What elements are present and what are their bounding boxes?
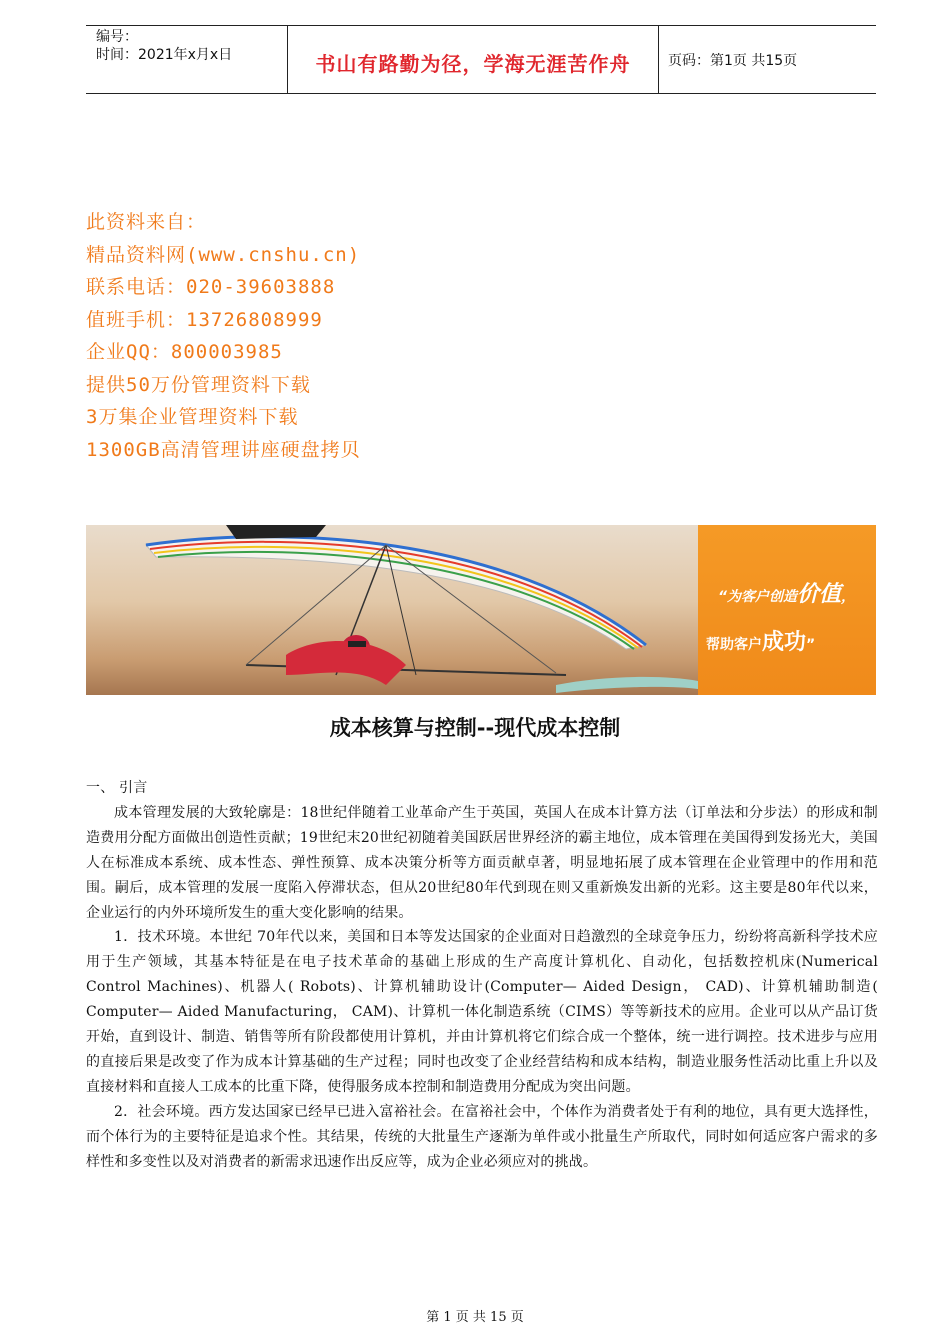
slogan-1-emphasis: 价值 — [797, 582, 842, 607]
header-divider-right — [658, 25, 659, 93]
page-footer: 第 1 页 共 15 页 — [426, 1310, 524, 1325]
promo-line-offer-1: 提供50万份管理资料下载 — [86, 373, 311, 396]
header-top-rule — [86, 25, 876, 26]
header-page-info: 页码：第1页 共15页 — [668, 53, 798, 69]
promo-line-phone: 联系电话：020-39603888 — [86, 276, 336, 298]
promo-line-qq: 企业QQ：800003985 — [86, 341, 283, 363]
hang-glider-illustration — [86, 525, 698, 695]
slogan-2-prefix: 帮助客户 — [706, 637, 762, 653]
header-bottom-rule — [86, 93, 876, 94]
slogan-1-prefix: “为客户创造 — [718, 589, 798, 605]
banner-slogan-panel — [698, 525, 876, 695]
document-title: 成本核算与控制--现代成本控制 — [329, 716, 621, 740]
slogan-2-emphasis: 成功 — [762, 630, 807, 655]
banner-slogan-line-2 — [706, 625, 815, 656]
banner-slogan-line-1 — [718, 577, 855, 608]
promo-line-offer-3: 1300GB高清管理讲座硬盘拷贝 — [86, 438, 361, 461]
slogan-2-suffix: ” — [806, 637, 816, 653]
promo-block — [86, 206, 361, 466]
paragraph-tech-environment: 1．技术环境。本世纪 70年代以来，美国和日本等发达国家的企业面对日趋激烈的全球竞争压力，纷纷将高新科学技术应用于生产领域，其基本特征是在电子技术革命的基础上形成的生产高度计算机化、自动化，包括数控机床(Numerical Control Machines)、机器人( Robots)、计算机辅助设计(Computer— Aided Design， CAD)、计算机辅助制造( Computer— Aided Manufacturing， CAM)、计算机一体化制造系统（CIMS）等等新技术的应用。企业可以从产品订货开始，直到设计、制造、销售等所有阶段都使用计算机，并由计算机将它们综合成一个整体，统一进行调控。技术进步与应用的直接后果是改变了作为成本计算基础的生产过程；同时也改变了企业经营结构和成本结构，制造业服务性活动比重上升以及直接材料和直接人工成本的比重下降，使得服务成本控制和制造费用分配成为突出问题。 — [86, 929, 878, 1095]
promo-line-source: 此资料来自： — [86, 211, 207, 233]
header-time-label: 时间：2021年x月x日 — [96, 47, 233, 63]
hang-glider-banner — [86, 525, 876, 695]
banner-photo — [86, 525, 698, 695]
header-number-label: 编号： — [96, 29, 138, 45]
promo-line-offer-2: 3万集企业管理资料下载 — [86, 406, 299, 428]
promo-line-website[interactable]: 精品资料网(www.cnshu.cn) — [86, 243, 361, 266]
header-motto: 书山有路勤为径，学海无涯苦作舟 — [315, 52, 631, 76]
header-meta — [96, 28, 232, 64]
document-body — [86, 776, 878, 1175]
promo-line-mobile: 值班手机：13726808999 — [86, 308, 323, 331]
slogan-1-suffix: ， — [841, 589, 856, 605]
section-heading: 一、 引言 — [86, 780, 148, 796]
paragraph-social-environment: 2．社会环境。西方发达国家已经早已进入富裕社会。在富裕社会中，个体作为消费者处于有利的地位，具有更大选择性，而个体行为的主要特征是追求个性。其结果，传统的大批量生产逐渐为单件或小批量生产所取代，同时如何适应客户需求的多样性和多变性以及对消费者的新需求迅速作出反应等，成为企业必须应对的挑战。 — [86, 1103, 878, 1170]
paragraph-intro: 成本管理发展的大致轮廓是：18世纪伴随着工业革命产生于英国，英国人在成本计算方法（订单法和分步法）的形成和制造费用分配方面做出创造性贡献；19世纪末20世纪初随着美国跃居世界经济的霸主地位，成本管理在美国得到发扬光大，美国人在标准成本系统、成本性态、弹性预算、成本决策分析等方面贡献卓著，明显地拓展了成本管理在企业管理中的作用和范围。嗣后，成本管理的发展一度陷入停滞状态，但从20世纪80年代到现在则又重新焕发出新的光彩。这主要是80年代以来，企业运行的内外环境所发生的重大变化影响的结果。 — [86, 804, 878, 921]
